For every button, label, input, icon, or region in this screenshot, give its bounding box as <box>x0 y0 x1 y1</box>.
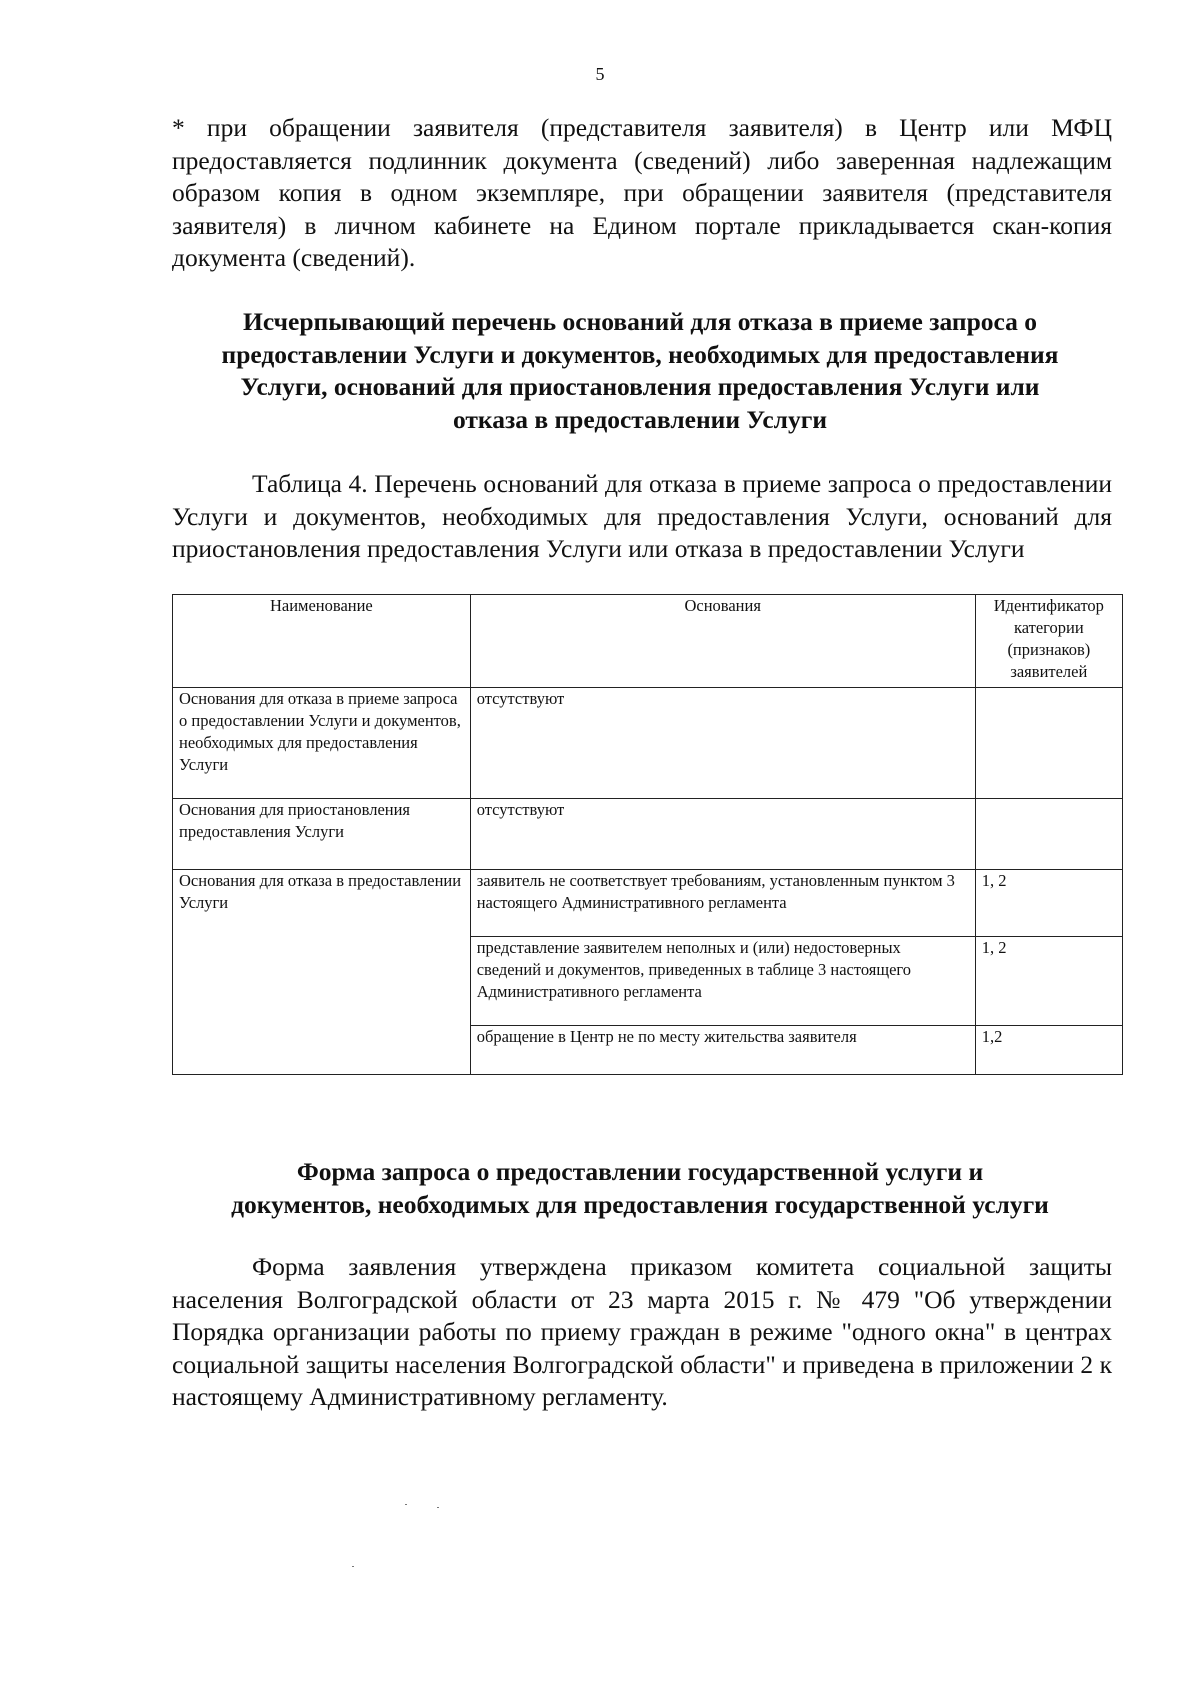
table-row <box>173 870 1123 937</box>
cell-identifier: 1,2 <box>975 1026 1122 1075</box>
scan-speck <box>352 1566 354 1567</box>
table-row <box>173 799 1123 870</box>
header-basis: Основания <box>470 595 975 688</box>
refusal-grounds-heading <box>140 306 1140 436</box>
refusal-grounds-table <box>172 594 1123 1075</box>
cell-identifier: 1, 2 <box>975 870 1122 937</box>
cell-basis: заявитель не соответствует требованиям, установленным пунктом 3 настоящего Административного регламента <box>470 870 975 937</box>
cell-basis: отсутствуют <box>470 688 975 799</box>
document-submission-note: * при обращении заявителя (представителя заявителя) в Центр или МФЦ предоставляется подлинник документа (сведений) либо заверенная надлежащим образом копия в одном экземпляре, при обращении заявителя (представителя заявителя) в личном кабинете на Едином портале прикладывается скан-копия документа (сведений). <box>172 113 1112 272</box>
heading-line: отказа в предоставлении Услуги <box>452 404 828 434</box>
table-caption: Таблица 4. Перечень оснований для отказа в приеме запроса о предоставлении Услуги и документов, необходимых для предоставления Услуги, оснований для приостановления предоставления Услуги или отказа в предоставлении Услуги <box>172 469 1112 563</box>
header-name: Наименование <box>173 595 471 688</box>
heading-line: Форма запроса о предоставлении государственной услуги и <box>296 1157 984 1186</box>
heading-line: Услуги, оснований для приостановления предоставления Услуги или <box>240 372 1040 401</box>
heading-line: документов, необходимых для предоставления государственной услуги <box>231 1189 1049 1219</box>
cell-name: Основания для приостановления предоставления Услуги <box>173 799 471 870</box>
cell-identifier <box>975 799 1122 870</box>
scan-speck <box>405 1504 407 1505</box>
table-header-row <box>173 595 1123 688</box>
cell-name: Основания для отказа в приеме запроса о предоставлении Услуги и документов, необходимых для предоставления Услуги <box>173 688 471 799</box>
header-identifier: Идентификатор категории (признаков) заявителей <box>975 595 1122 688</box>
cell-basis: представление заявителем неполных и (или) недостоверных сведений и документов, приведенных в таблице 3 настоящего Административного регламента <box>470 937 975 1026</box>
cell-identifier <box>975 688 1122 799</box>
cell-identifier: 1, 2 <box>975 937 1122 1026</box>
table-row <box>173 688 1123 799</box>
page-number: 5 <box>595 64 605 84</box>
heading-line: Исчерпывающий перечень оснований для отказа в приеме запроса о <box>242 307 1038 336</box>
cell-basis: отсутствуют <box>470 799 975 870</box>
request-form-heading <box>140 1156 1140 1221</box>
heading-line: предоставлении Услуги и документов, необходимых для предоставления <box>221 339 1059 369</box>
cell-name: Основания для отказа в предоставлении Услуги <box>173 870 471 1075</box>
request-form-paragraph: Форма заявления утверждена приказом комитета социальной защиты населения Волгоградской области от 23 марта 2015 г. № 479 "Об утверждении Порядка организации работы по приему граждан в режиме "одного окна" в центрах социальной защиты населения Волгоградской области" и приведена в приложении 2 к настоящему Административному регламенту. <box>172 1252 1112 1411</box>
cell-basis: обращение в Центр не по месту жительства заявителя <box>470 1026 975 1075</box>
scan-speck <box>437 1507 439 1508</box>
